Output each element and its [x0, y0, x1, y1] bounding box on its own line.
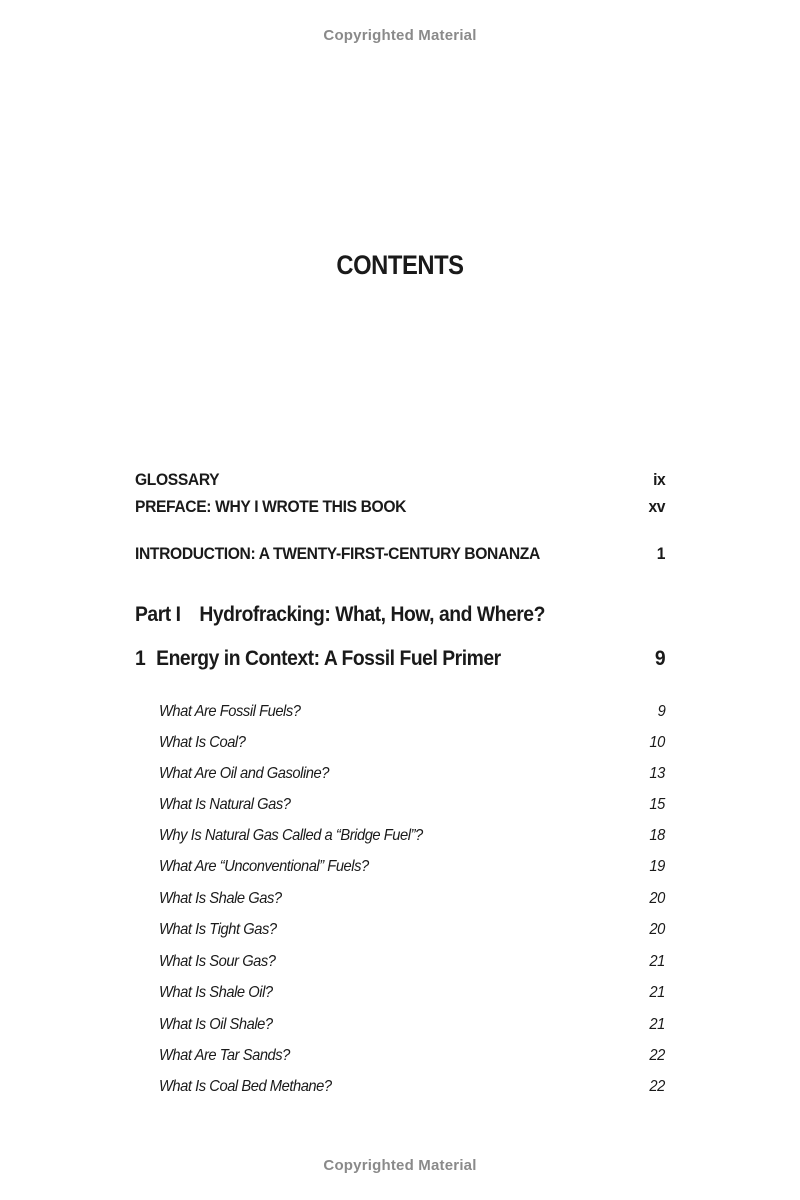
toc-section[interactable]	[159, 827, 665, 845]
toc-section[interactable]	[159, 921, 665, 939]
toc-section-page: 13	[649, 765, 665, 782]
toc-section-page: 19	[649, 858, 665, 875]
toc-section-page: 20	[649, 890, 665, 907]
toc-section[interactable]	[159, 796, 665, 814]
toc-section-page: 22	[649, 1078, 665, 1095]
toc-section-label: What Is Oil Shale?	[159, 1016, 273, 1033]
toc-section-page: 21	[649, 984, 665, 1001]
toc-section-page: 10	[649, 734, 665, 751]
toc-section-label: What Is Shale Gas?	[159, 890, 282, 907]
toc-section[interactable]	[159, 734, 665, 752]
page-title: CONTENTS	[336, 250, 464, 280]
toc-section-label: What Is Sour Gas?	[159, 953, 276, 970]
toc-section[interactable]	[159, 1078, 665, 1096]
toc-section-label: What Is Coal Bed Methane?	[159, 1078, 332, 1095]
toc-section[interactable]	[159, 858, 665, 876]
toc-entry-glossary[interactable]	[135, 470, 665, 490]
toc-section-label: What Is Tight Gas?	[159, 921, 277, 938]
part-title: Hydrofracking: What, How, and Where?	[199, 603, 545, 626]
toc-entry-preface[interactable]	[135, 497, 665, 517]
toc-section-label: What Is Coal?	[159, 734, 246, 751]
chapter-page: 9	[654, 647, 665, 670]
toc-section-page: 22	[649, 1047, 665, 1064]
toc-section[interactable]	[159, 1047, 665, 1065]
toc-section[interactable]	[159, 890, 665, 908]
toc-section-label: Why Is Natural Gas Called a “Bridge Fuel”?	[159, 827, 423, 844]
toc-entry-label: INTRODUCTION: A TWENTY-FIRST-CENTURY BONANZA	[135, 544, 540, 563]
toc-entry-page: xv	[648, 497, 665, 516]
toc-entry-label: PREFACE: WHY I WROTE THIS BOOK	[135, 497, 407, 516]
toc-section-label: What Is Shale Oil?	[159, 984, 273, 1001]
toc-section-label: What Are Oil and Gasoline?	[159, 765, 329, 782]
toc-section-label: What Is Natural Gas?	[159, 796, 291, 813]
toc-entry-label: GLOSSARY	[135, 470, 220, 489]
toc-entry-page: 1	[656, 544, 665, 563]
toc-entry-introduction[interactable]	[135, 544, 665, 564]
toc-section-page: 21	[649, 953, 665, 970]
toc-section[interactable]	[159, 984, 665, 1002]
part-number: Part I	[135, 603, 181, 626]
toc-section-page: 9	[657, 703, 665, 720]
toc-section-page: 21	[649, 1016, 665, 1033]
toc-part-heading[interactable]	[135, 603, 665, 627]
toc-section[interactable]	[159, 703, 665, 721]
watermark-bottom: Copyrighted Material	[323, 1157, 477, 1174]
toc-section[interactable]	[159, 765, 665, 783]
toc-section-label: What Are Tar Sands?	[159, 1047, 290, 1064]
toc-chapter-heading[interactable]	[135, 647, 665, 671]
toc-section-page: 18	[649, 827, 665, 844]
toc-section-page: 20	[649, 921, 665, 938]
chapter-title: Energy in Context: A Fossil Fuel Primer	[156, 647, 501, 670]
toc-section-label: What Are “Unconventional” Fuels?	[159, 858, 369, 875]
toc-section[interactable]	[159, 953, 665, 971]
watermark-top: Copyrighted Material	[323, 27, 477, 44]
toc-section[interactable]	[159, 1016, 665, 1034]
toc-section-label: What Are Fossil Fuels?	[159, 703, 301, 720]
toc-section-page: 15	[649, 796, 665, 813]
toc-entry-page: ix	[652, 470, 665, 489]
chapter-number: 1	[135, 647, 146, 670]
